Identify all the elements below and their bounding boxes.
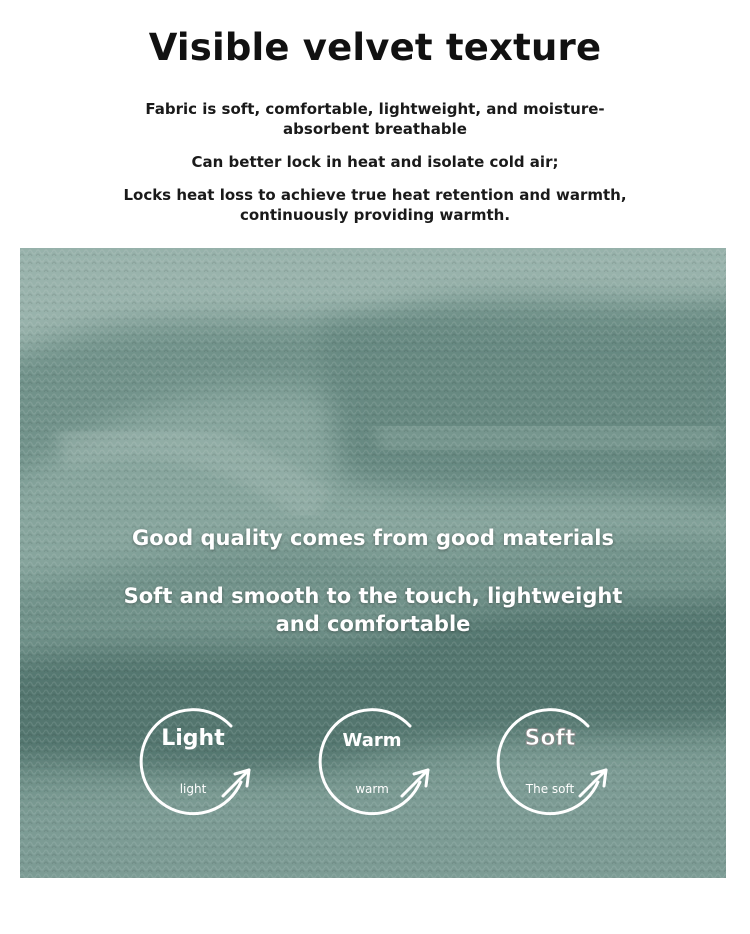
photo-subline: Soft and smooth to the touch, lightweight and comfortable (123, 584, 623, 636)
badge-warm-title: Warm (342, 730, 402, 751)
description-line-3: Locks heat loss to achieve true heat retention and warmth, continuously providing warmth. (123, 186, 627, 224)
photo-headline: Good quality comes from good materials (132, 526, 614, 550)
badge-soft-title: Soft (524, 726, 576, 751)
description-line-2: Can better lock in heat and isolate cold air; (191, 153, 559, 171)
badge-light-title: Light (161, 726, 225, 751)
badge-soft-subtitle: The soft (525, 782, 575, 796)
badge-warm (316, 696, 438, 818)
badge-soft (494, 696, 616, 818)
page-title: Visible velvet texture (148, 26, 602, 69)
badge-light-subtitle: light (179, 782, 207, 796)
circular-arrow-icon (137, 696, 259, 818)
badge-warm-subtitle: warm (355, 782, 389, 796)
description-line-1: Fabric is soft, comfortable, lightweight, and moisture-absorbent breathable (145, 100, 605, 138)
circular-arrow-icon (494, 696, 616, 818)
knit-fabric-photo (20, 248, 726, 878)
badge-light (137, 696, 259, 818)
header (0, 0, 750, 248)
circular-arrow-icon (316, 696, 438, 818)
